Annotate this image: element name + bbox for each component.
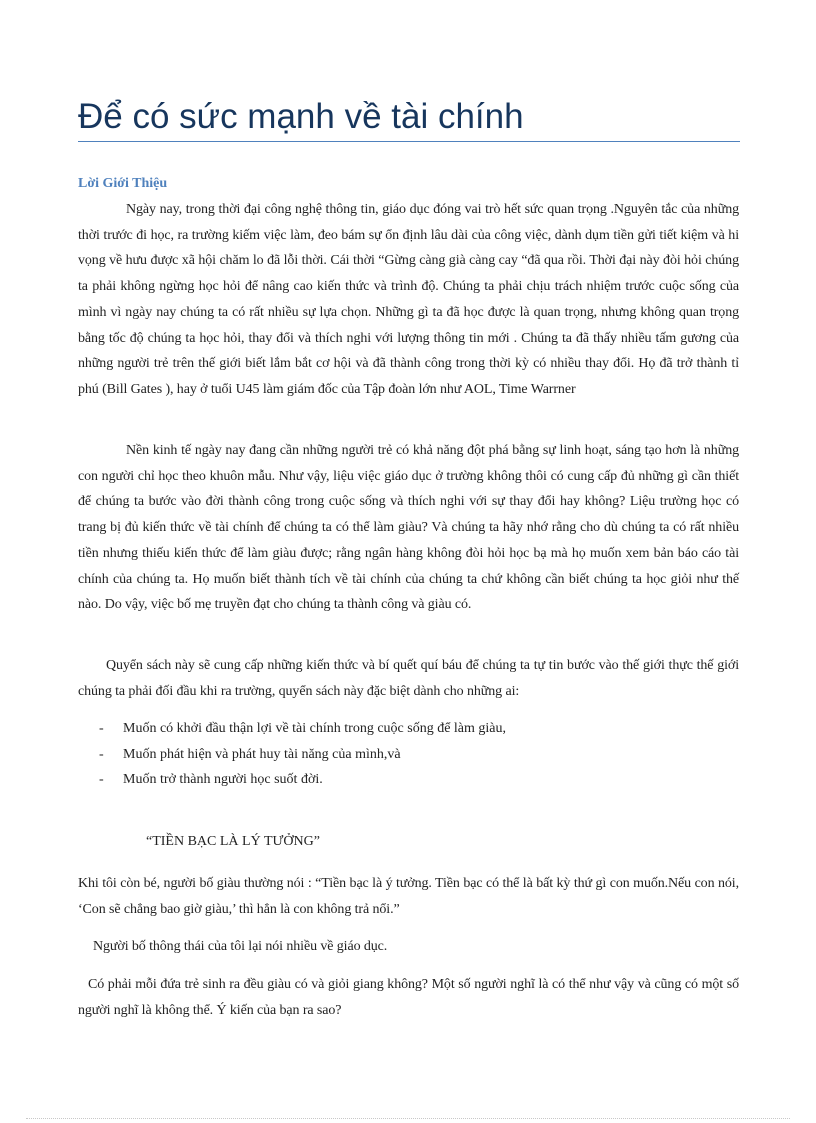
- section-heading: Lời Giới Thiệu: [78, 176, 168, 191]
- paragraph-rich-dad-quote: Khi tôi còn bé, người bố giàu thường nói : “Tiền bạc là ý tưởng. Tiền bạc có thể là bất kỳ thứ gì con muốn.Nếu con nói, ‘Con sẽ chẳng bao giờ giàu,’ thì hẳn là con không trả nổi.”: [78, 876, 739, 917]
- paragraph-intro: Ngày nay, trong thời đại công nghệ thông tin, giáo dục đóng vai trò hết sức quan trọng .Nguyên tắc của những thời trước đi học, ra trường kiếm việc làm, đeo bám sự ổn định lâu dài của công việc, dành dụm tiền gửi tiết kiệm và hi vọng về hưu được xã hội chăm lo đã lỗi thời. Cái thời “Gừng càng già càng cay “đã qua rồi. Thời đại này đòi hỏi chúng ta phải không ngừng học hỏi để nâng cao kiến thức và trình độ. Chúng ta phải chịu trách nhiệm trước cuộc sống của mình vì ngày nay chúng ta có rất nhiều sự lựa chọn. Những gì ta đã học được là quan trọng, nhưng không quan trọng bằng tốc độ chúng ta học hỏi, thay đổi và thích nghi với lượng thông tin mới . Chúng ta đã thấy nhiều tấm gương của những người trẻ trên thế giới biết lắm bắt cơ hội và đã thành công trong thời kỳ có nhiều thay đổi. Họ đã trở thành tỉ phú (Bill Gates ), hay ở tuổi U45 làm giám đốc của Tập đoàn lớn như AOL, Time Warrner: [78, 202, 739, 397]
- bullet-text: Muốn phát hiện và phát huy tài năng của mình,và: [123, 746, 401, 762]
- bullet-marker: -: [99, 772, 104, 788]
- audience-bullet-list: [78, 716, 739, 793]
- paragraph-question: Có phải mỗi đứa trẻ sinh ra đều giàu có và giỏi giang không? Một số người nghĩ là có thể như vậy và cũng có một số người nghĩ là không thể. Ý kiến của bạn ra sao?: [78, 977, 739, 1018]
- paragraph-wise-dad: Người bố thông thái của tôi lại nói nhiều về giáo dục.: [93, 939, 388, 954]
- bullet-item: [78, 767, 739, 793]
- bullet-item: [78, 716, 739, 742]
- bullet-text: Muốn có khởi đầu thận lợi về tài chính trong cuộc sống để làm giàu,: [123, 721, 507, 736]
- document-title: Để có sức mạnh về tài chính: [78, 97, 524, 136]
- paragraph-book-purpose: Quyển sách này sẽ cung cấp những kiến thức và bí quết quí báu để chúng ta tự tin bước vào thế giới thực thế giới chúng ta phải đối đầu khi ra trường, quyển sách này đặc biệt dành cho những ai:: [78, 658, 739, 699]
- bullet-item: [78, 742, 739, 768]
- bullet-marker: -: [99, 721, 104, 736]
- page-footer-rule: [26, 1118, 790, 1119]
- paragraph-economy: Nền kinh tế ngày nay đang cần những người trẻ có khả năng đột phá bằng sự linh hoạt, sáng tạo hơn là những con người chỉ học theo khuôn mẫu. Như vậy, liệu việc giáo dục ở trường không thôi có cung cấp đủ những gì cần thiết để chúng ta bước vào đời thành công trong cuộc sống và thích nghi với sự thay đổi hay không? Liệu trường học có trang bị đủ kiến thức về tài chính để chúng ta có thể làm giàu? Và chúng ta hãy nhớ rằng cho dù chúng ta có rất nhiều tiền nhưng thiếu kiến thức để làm giàu được; rằng ngân hàng không đòi hỏi học bạ mà họ muốn xem bản báo cáo tài chính của chúng ta. Họ muốn biết thành tích về tài chính của chúng ta chứ không cần biết chúng ta học giỏi như thế nào. Do vậy, việc bố mẹ truyền đạt cho chúng ta thành công và giàu có.: [78, 443, 739, 613]
- quote-title: “TIỀN BẠC LÀ LÝ TƯỞNG”: [146, 834, 320, 849]
- bullet-marker: -: [99, 746, 104, 762]
- title-underline-rule: [78, 141, 740, 142]
- bullet-text: Muốn trở thành người học suốt đời.: [123, 772, 323, 788]
